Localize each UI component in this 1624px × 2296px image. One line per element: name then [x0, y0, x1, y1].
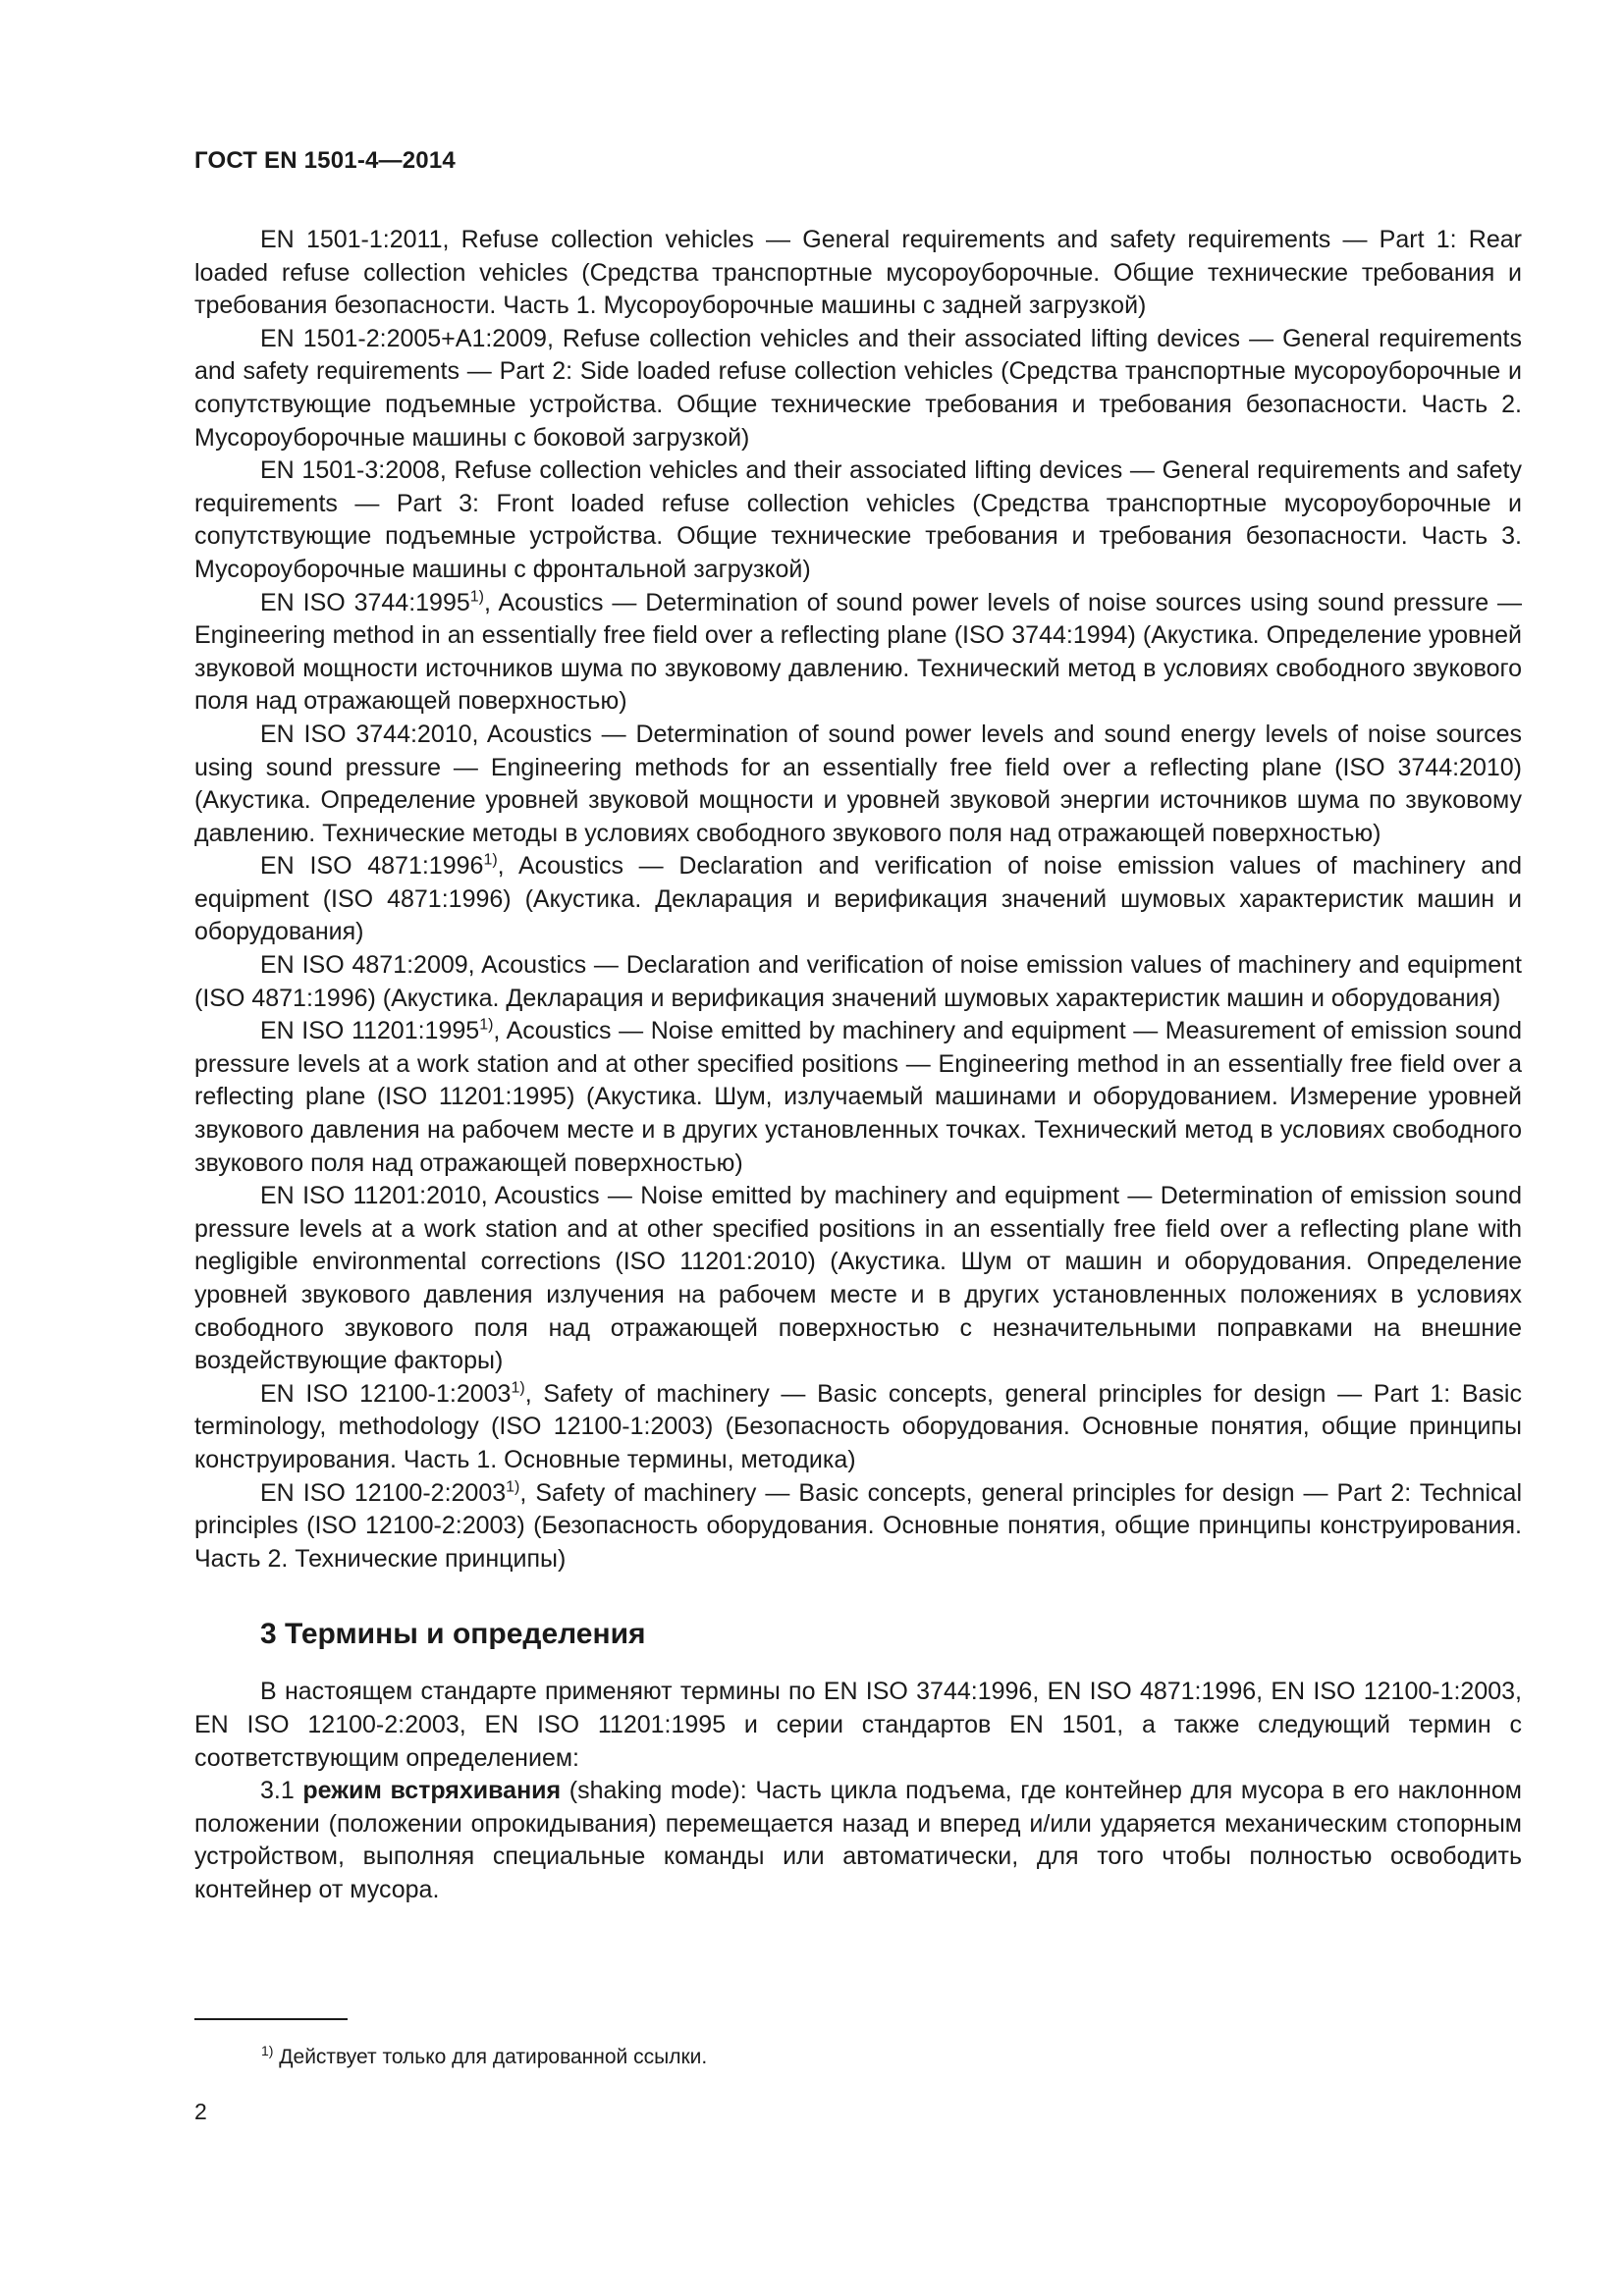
main-content — [194, 224, 1522, 1907]
reference-code: EN 1501-1:2011 — [260, 226, 443, 253]
footnote — [261, 2045, 707, 2070]
reference-code: EN 1501-3:2008 — [260, 456, 440, 485]
footnote-text: Действует только для датированной ссылки. — [279, 2046, 708, 2068]
reference-code: EN ISO 3744:1995 — [260, 588, 470, 616]
reference-code: EN ISO 11201:2010 — [260, 1182, 481, 1210]
term-definition-item — [194, 1775, 1522, 1906]
reference-item — [194, 850, 1522, 949]
reference-text: , Safety of machinery — Basic concepts, general principles for design — Part 1: Basic terminology, methodology (ISO 12100-1:2003) (Безопасность оборудования. Основные понятия, общие принципы конструирования. Часть 1. Основные термины, методика) — [194, 1379, 1522, 1473]
reference-code: EN ISO 12100-1:2003 — [260, 1379, 512, 1408]
reference-item — [194, 587, 1522, 719]
reference-text: , Safety of machinery — Basic concepts, general principles for design — Part 2: Technical principles (ISO 12100-2:2003) (Безопасность оборудования. Основные понятия, общие принципы конструирования. Часть 2. Технические принципы) — [194, 1478, 1523, 1573]
reference-text: , Acoustics — Declaration and verification of noise emission values of machinery and equipment (ISO 4871:1996) (Акустика. Декларация и верификация значений шумовых характеристик машин и оборудования) — [194, 852, 1522, 946]
reference-text: , Acoustics — Declaration and verification of noise emission values of machinery and equipment (ISO 4871:1996) (Акустика. Декларация и верификация значений шумовых характеристик машин и оборудования) — [194, 951, 1522, 1012]
reference-item — [194, 1378, 1522, 1477]
reference-item — [194, 454, 1522, 586]
reference-item — [194, 224, 1522, 323]
footnote-separator — [194, 2018, 348, 2020]
reference-item — [194, 1180, 1522, 1378]
footnote-marker: 1) — [483, 851, 498, 869]
footnote-marker: 1) — [506, 1478, 520, 1496]
reference-text: , Acoustics — Determination of sound power levels and sound energy levels of noise sources using sound pressure — Engineering methods for an essentially free field over a reflecting plane (ISO 3744:2010) (Акустика. Определение уровней звуковой мощности и уровней звуковой энергии источников шума по звуковому давлению. Технические методы в условиях свободного звукового поля над отражающей поверхностью) — [194, 720, 1522, 847]
term-number: 3.1 — [260, 1777, 295, 1805]
reference-item — [194, 1015, 1522, 1180]
reference-item — [194, 1477, 1522, 1576]
reference-text: , Refuse collection vehicles and their associated lifting devices — General requirements and safety requirements — Part 3: Front loaded refuse collection vehicles (Средства транспортные мусороуборочные и сопутствующие подъемные устройства. Общие технические требования и требования безопасности. Часть 3. Мусороуборочные машины с фронтальной загрузкой) — [194, 456, 1522, 583]
footnote-marker: 1) — [479, 1016, 494, 1034]
footnote-marker: 1) — [469, 588, 484, 606]
footnote-marker: 1) — [511, 1379, 525, 1397]
page-number: 2 — [194, 2099, 207, 2124]
reference-text: , Acoustics — Noise emitted by machinery and equipment — Measurement of emission sound pressure levels at a work station and at other specified positions — Engineering method in an essentially free field over a reflecting plane (ISO 11201:1995) (Акустика. Шум, излучаемый машинами и оборудованием. Измерение уровней звукового давления на рабочем месте и в других установленных точках. Технический метод в условиях свободного звукового поля над отражающей поверхностью) — [194, 1017, 1522, 1177]
term-name: режим встряхивания — [302, 1777, 562, 1805]
reference-code: EN ISO 4871:2009 — [260, 951, 468, 980]
reference-item — [194, 719, 1522, 850]
reference-code: EN ISO 12100-2:2003 — [260, 1478, 507, 1507]
term-definition: (shaking mode): Часть цикла подъема, где контейнер для мусора в его наклонном положении (положении опрокидывания) перемещается назад и вперед и/или ударяется механическим стопорным устройством, выполняя специальные команды или автоматически, для того чтобы полностью освободить контейнер от мусора. — [194, 1777, 1522, 1903]
footnote-marker: 1) — [261, 2043, 274, 2058]
reference-text: , Acoustics — Determination of sound power levels of noise sources using sound pressure — Engineering method in an essentially free field over a reflecting plane (ISO 3744:1994) (Акустика. Определение уровней звуковой мощности источников шума по звуковому давлению. Технический метод в условиях свободного звукового поля над отражающей поверхностью) — [194, 588, 1522, 716]
section-title: 3 Термины и определения — [260, 1618, 646, 1651]
reference-text: , Refuse collection vehicles — General requirements and safety requirements — Part 1: Rear loaded refuse collection vehicles (Средства транспортные мусороуборочные. Общие технические требования и требования безопасности. Часть 1. Мусороуборочные машины с задней загрузкой) — [194, 226, 1522, 320]
reference-text: , Refuse collection vehicles and their associated lifting devices — General requirements and safety requirements — Part 2: Side loaded refuse collection vehicles (Средства транспортные мусороуборочные и сопутствующие подъемные устройства. Общие технические требования и требования безопасности. Часть 2. Мусороуборочные машины с боковой загрузкой) — [194, 324, 1523, 452]
document-header: ГОСТ EN 1501-4—2014 — [194, 147, 456, 174]
reference-item — [194, 949, 1522, 1015]
section-intro: В настоящем стандарте применяют термины по EN ISO 3744:1996, EN ISO 4871:1996, EN ISO 12100-1:2003, EN ISO 12100-2:2003, EN ISO 11201:1995 и серии стандартов EN 1501, а также следующий термин с соответствующим определением: — [194, 1678, 1522, 1772]
reference-code: EN 1501-2:2005+A1:2009 — [260, 324, 547, 352]
reference-code: EN ISO 3744:2010 — [260, 720, 472, 748]
reference-code: EN ISO 4871:1996 — [260, 852, 484, 881]
reference-item — [194, 323, 1522, 454]
reference-text: , Acoustics — Noise emitted by machinery and equipment — Determination of emission sound pressure levels at a work station and at other specified positions in an essentially free field over a reflecting plane with negligible environmental corrections (ISO 11201:2010) (Акустика. Шум от машин и оборудования. Определение уровней звукового давления излучения на рабочем месте и в других установленных положениях в условиях свободного звукового поля над отражающей поверхностью с незначительными поправками на внешние воздействующие факторы) — [194, 1182, 1522, 1375]
reference-code: EN ISO 11201:1995 — [260, 1017, 480, 1045]
